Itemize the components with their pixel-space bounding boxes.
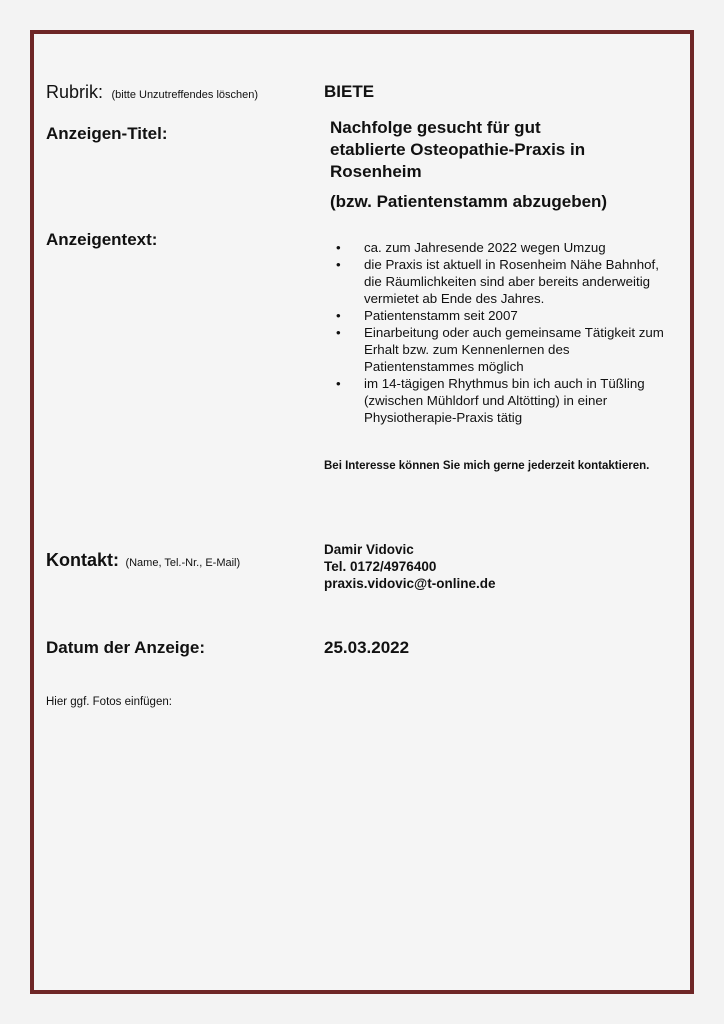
kontakt-label: Kontakt: (46, 550, 119, 570)
anzeigen-titel-label: Anzeigen-Titel: (46, 124, 168, 143)
rubrik-hint: (bitte Unzutreffendes löschen) (111, 89, 259, 101)
anzeigen-titel-subtitle: (bzw. Patientenstamm abzugeben) (330, 192, 608, 211)
anzeigen-titel-line: Nachfolge gesucht für gut (330, 118, 541, 137)
rubrik-value: BIETE (324, 82, 375, 101)
kontakt-phone: Tel. 0172/4976400 (324, 559, 437, 574)
anzeigentext-label: Anzeigentext: (46, 230, 158, 249)
anzeigen-titel-line: etablierte Osteopathie-Praxis in (330, 140, 586, 159)
rubrik-colon: : (98, 82, 104, 102)
photo-area[interactable] (46, 724, 676, 974)
rubrik-label: Rubrik (46, 82, 99, 102)
anzeigentext-bullet: • Einarbeitung oder auch gemeinsame Tätigkeit zum Erhalt bzw. zum Kennenlernen des Patientenstammes möglich (326, 324, 666, 375)
anzeigentext-bullet: • die Praxis ist aktuell in Rosenheim Nähe Bahnhof, die Räumlichkeiten sind aber bereits anderweitig vermietet ab Ende des Jahres. (326, 256, 666, 307)
anzeigentext-bullet: • ca. zum Jahresende 2022 wegen Umzug (326, 239, 666, 256)
anzeigentext-bullet: • im 14-tägigen Rhythmus bin ich auch in Tüßling (zwischen Mühldorf und Altötting) in einer Physiotherapie-Praxis tätig (326, 375, 666, 426)
anzeigentext-list (326, 239, 666, 426)
datum-label: Datum der Anzeige: (46, 638, 206, 657)
datum-value: 25.03.2022 (324, 638, 410, 657)
anzeigen-titel-line: Rosenheim (330, 162, 422, 181)
photos-hint: Hier ggf. Fotos einfügen: (46, 696, 172, 708)
anzeigen-titel-block (330, 117, 670, 213)
rubrik-label-group (46, 82, 258, 103)
anzeigentext-bullet: • Patientenstamm seit 2007 (326, 307, 666, 324)
kontakt-label-group (46, 550, 240, 571)
interest-note: Bei Interesse können Sie mich gerne jederzeit kontaktieren. (324, 460, 650, 472)
kontakt-hint: (Name, Tel.-Nr., E-Mail) (125, 557, 241, 569)
kontakt-email: praxis.vidovic@t-online.de (324, 576, 496, 591)
kontakt-name: Damir Vidovic (324, 542, 414, 557)
kontakt-details (324, 541, 495, 592)
ad-form-frame (30, 30, 694, 994)
